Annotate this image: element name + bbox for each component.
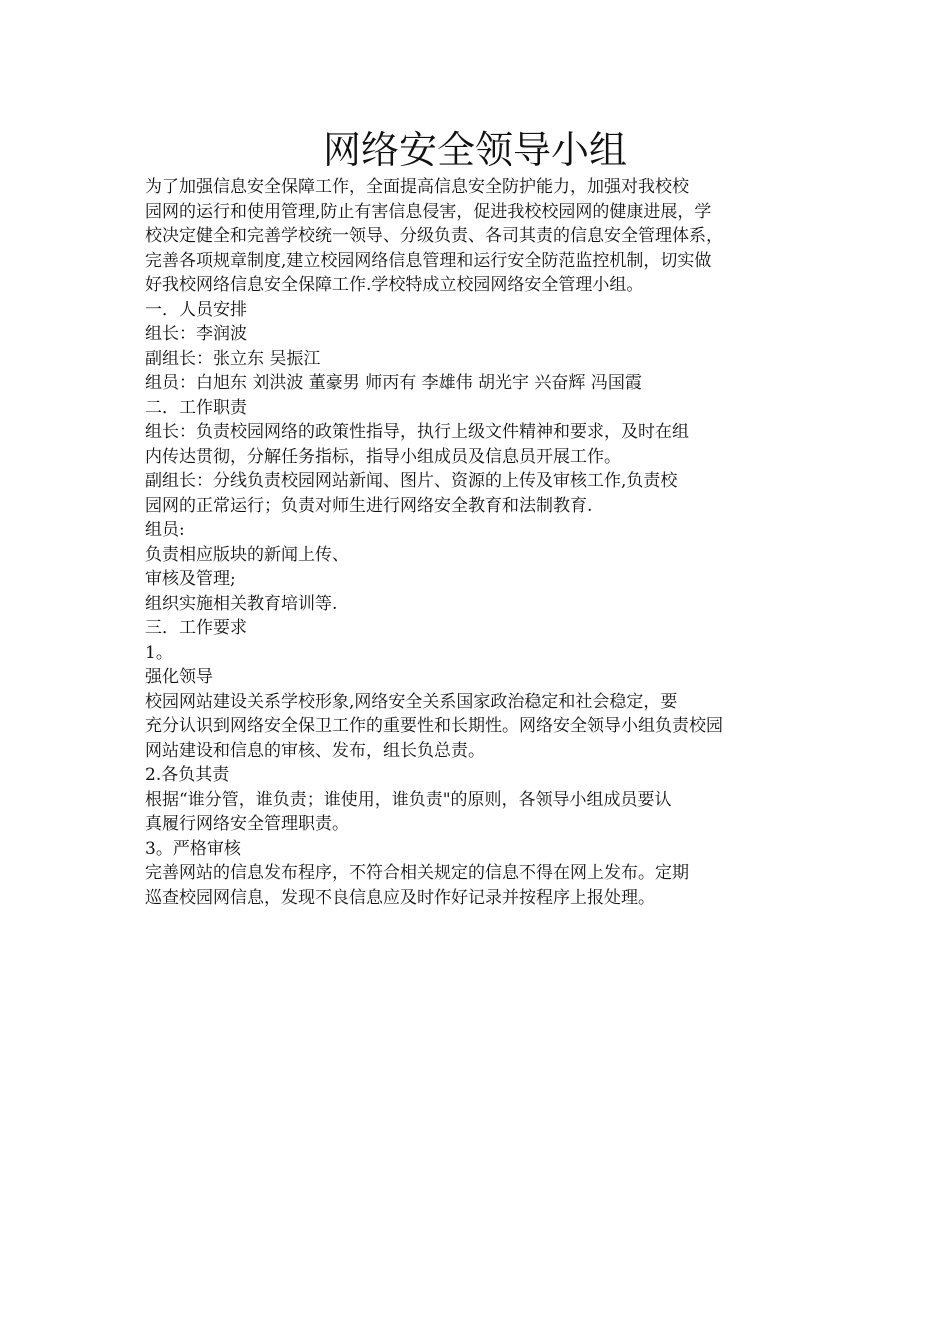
body-line: 校园网站建设关系学校形象,网络安全关系国家政治稳定和社会稳定，要 — [145, 691, 678, 712]
body-line: 园网的运行和使用管理,防止有害信息侵害，促进我校校园网的健康进展，学 — [145, 201, 712, 222]
body-line: 副组长：分线负责校园网站新闻、图片、资源的上传及审核工作,负责校 — [145, 471, 678, 491]
subsection-heading: 2.各负其责 — [145, 765, 230, 785]
body-line: 1。 — [145, 642, 173, 663]
body-line: 组员: — [145, 520, 185, 540]
subsection-heading: 3。严格审核 — [145, 838, 241, 859]
body-line: 组长：李润波 — [145, 324, 247, 344]
body-line: 巡查校园网信息，发现不良信息应及时作好记录并按程序上报处理。 — [145, 887, 655, 908]
body-line: 真履行网络安全管理职责。 — [145, 814, 349, 834]
document-body — [145, 175, 825, 910]
body-line: 为了加强信息安全保障工作，全面提高信息安全防护能力，加强对我校校 — [145, 177, 689, 197]
body-line: 负责相应版块的新闻上传、 — [145, 544, 349, 565]
body-line: 内传达贯彻，分解任务指标，指导小组成员及信息员开展工作。 — [145, 446, 621, 467]
body-line: 充分认识到网络安全保卫工作的重要性和长期性。网络安全领导小组负责校园 — [145, 716, 723, 736]
body-line: 根据“谁分管，谁负责；谁使用，谁负责"的原则，各领导小组成员要认 — [145, 789, 672, 810]
section-heading: 一．人员安排 — [145, 299, 247, 320]
body-line: 副组长：张立东 吴振江 — [145, 348, 321, 369]
body-line: 组织实施相关教育培训等. — [145, 593, 338, 614]
body-line: 审核及管理; — [145, 569, 236, 589]
body-line: 网站建设和信息的审核、发布，组长负总责。 — [145, 740, 485, 761]
body-line: 完善网站的信息发布程序，不符合相关规定的信息不得在网上发布。定期 — [145, 863, 689, 883]
body-line: 组员：白旭东 刘洪波 董豪男 师丙有 李雄伟 胡光宇 兴奋辉 冯国霞 — [145, 373, 642, 393]
section-heading: 三．工作要求 — [145, 618, 247, 638]
body-line: 园网的正常运行；负责对师生进行网络安全教育和法制教育. — [145, 495, 593, 516]
body-line: 校决定健全和完善学校统一领导、分级负责、各司其责的信息安全管理体系， — [145, 226, 723, 246]
section-heading: 二．工作职责 — [145, 397, 247, 418]
body-line: 好我校网络信息安全保障工作.学校特成立校园网络安全管理小组。 — [145, 275, 644, 295]
subsection-heading: 强化领导 — [145, 667, 213, 687]
body-line: 完善各项规章制度,建立校园网络信息管理和运行安全防范监控机制，切实做 — [145, 250, 712, 271]
body-line: 组长：负责校园网络的政策性指导，执行上级文件精神和要求，及时在组 — [145, 422, 689, 442]
document-title: 网络安全领导小组 — [322, 128, 627, 172]
